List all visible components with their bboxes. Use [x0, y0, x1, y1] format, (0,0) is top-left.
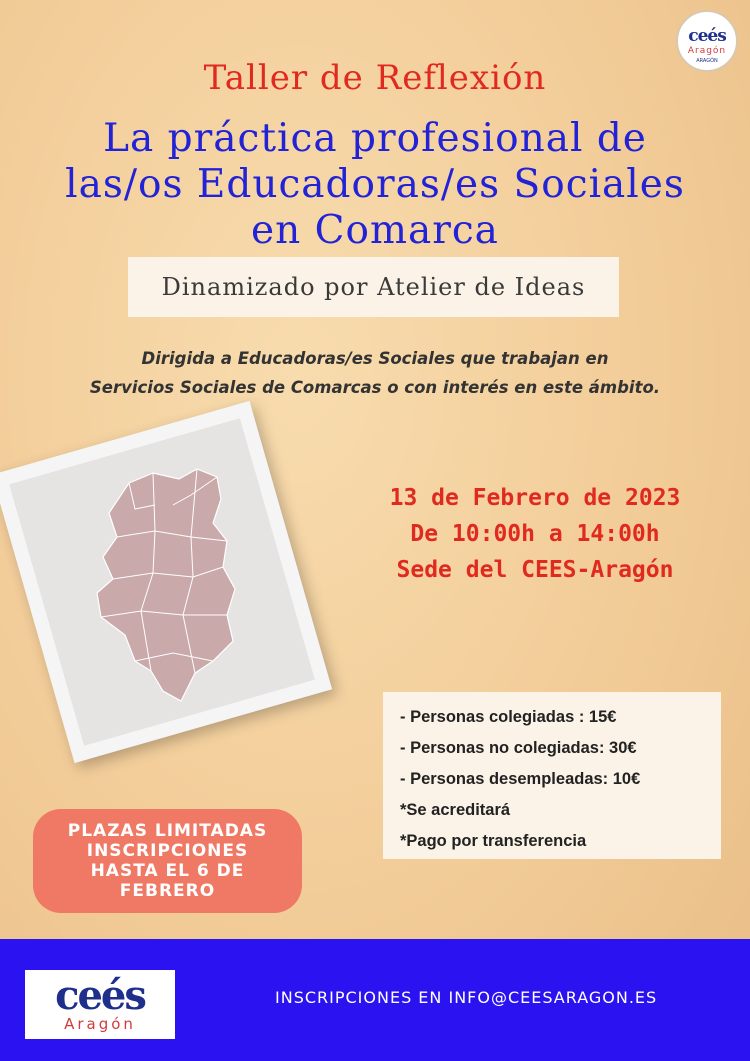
- audience-text: [20, 344, 730, 402]
- logo-top-wordmark: ceés: [688, 26, 726, 46]
- badge-line: FEBRERO: [119, 881, 216, 901]
- pricing-item: - Personas colegiadas : 15€: [400, 708, 617, 726]
- pricing-item: *Pago por transferencia: [400, 832, 587, 850]
- pricing-item: - Personas desempleadas: 10€: [400, 770, 641, 788]
- audience-line: Dirigida a Educadoras/es Sociales que trabajan en: [141, 349, 609, 368]
- moderator-box: Dinamizado por Atelier de Ideas: [128, 257, 619, 317]
- title-line: La práctica profesional de: [103, 116, 647, 161]
- aragon-map-icon: [95, 465, 245, 705]
- contact-email[interactable]: INSCRIPCIONES EN INFO@CEESARAGON.ES: [275, 988, 658, 1007]
- cees-logo-bottom: [25, 970, 175, 1039]
- pricing-box: [383, 692, 721, 859]
- title-line: en Comarca: [251, 208, 499, 253]
- event-details: [320, 480, 750, 588]
- logo-bottom-wordmark: ceés: [55, 972, 145, 1019]
- logo-bottom-subtitle: Aragón: [64, 1015, 136, 1033]
- pricing-item: *Se acreditará: [400, 801, 511, 819]
- badge-line: HASTA EL 6 DE: [90, 861, 245, 881]
- logo-top-tiny: ARAGÓN: [696, 58, 718, 64]
- event-time: De 10:00h a 14:00h: [410, 521, 660, 547]
- audience-line: Servicios Sociales de Comarcas o con interés en este ámbito.: [89, 378, 661, 397]
- limited-places-badge: [33, 809, 302, 913]
- pricing-item: - Personas no colegiadas: 30€: [400, 739, 637, 757]
- badge-line: PLAZAS LIMITADAS: [67, 821, 268, 841]
- workshop-kicker: Taller de Reflexión: [203, 58, 547, 98]
- logo-top-subtitle: Aragón: [687, 46, 727, 56]
- event-date: 13 de Febrero de 2023: [389, 485, 681, 511]
- event-venue: Sede del CEES-Aragón: [396, 557, 674, 583]
- poster-title: [20, 116, 730, 254]
- badge-line: INSCRIPCIONES: [86, 841, 249, 861]
- title-line: las/os Educadoras/es Sociales: [65, 162, 685, 207]
